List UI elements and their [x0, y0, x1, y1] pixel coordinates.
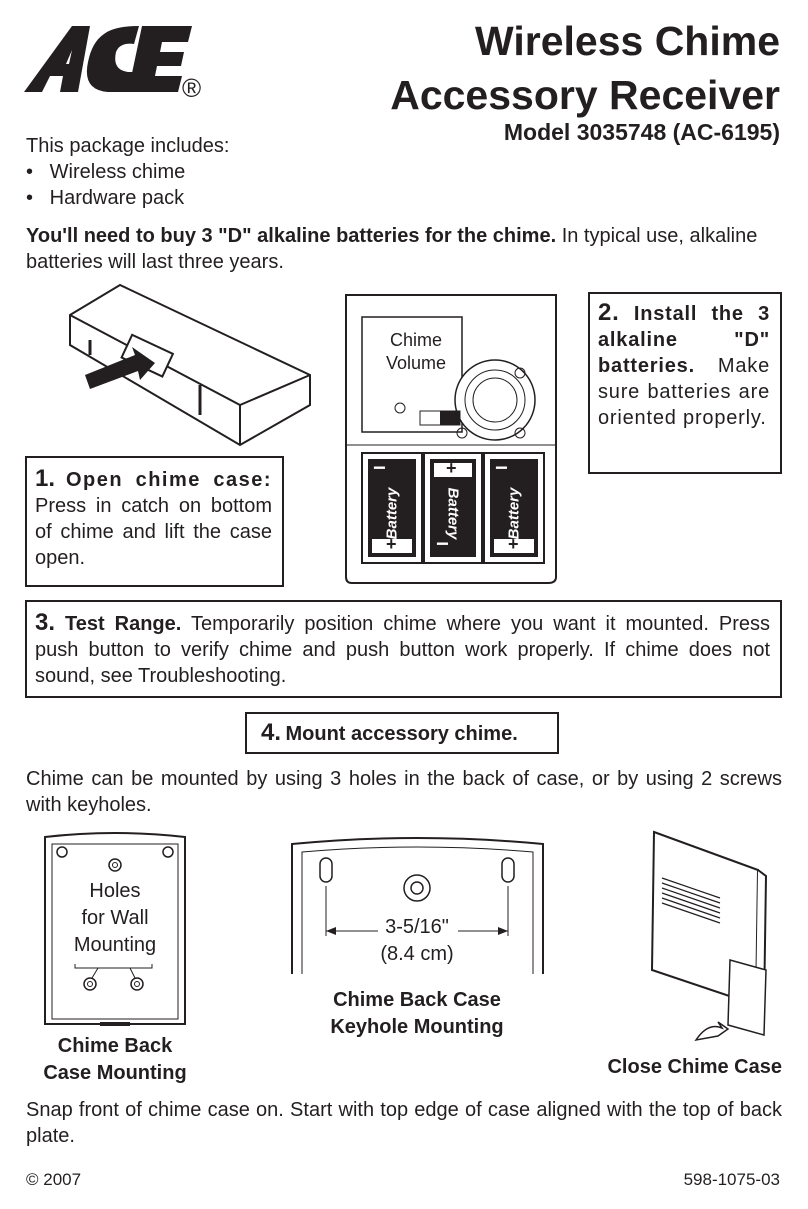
step3-number: 3.: [35, 609, 56, 636]
minus-terminal: −: [495, 455, 508, 480]
holes-label: Holes for Wall Mounting: [73, 880, 157, 956]
chime-volume-label: Chime Volume: [385, 330, 447, 373]
list-item: • Hardware pack: [26, 187, 185, 209]
step1-text: Press in catch on bottom of chime and lift the case open.: [35, 495, 272, 569]
battery-label: Battery: [444, 487, 462, 540]
open-case-illustration: [60, 285, 310, 445]
step1-title: Open chime case:: [65, 469, 272, 491]
part-number: 598-1075-03: [683, 1170, 780, 1189]
step1-box: [25, 456, 284, 587]
step3-box: [25, 600, 782, 698]
copyright: © 2007: [26, 1170, 82, 1189]
chime-interior-figure: [340, 295, 562, 585]
close-case-illustration: [630, 830, 770, 1055]
plus-terminal: +: [508, 534, 519, 554]
step3-title: Test Range.: [65, 613, 182, 635]
minus-terminal: −: [436, 531, 449, 556]
step4-title: Mount accessory chime.: [285, 723, 518, 745]
step2-text: Make sure batteries are oriented properly.: [598, 355, 770, 429]
registered-mark: ®: [182, 73, 202, 103]
includes-label: This package includes:: [26, 135, 230, 157]
minus-terminal: −: [373, 455, 386, 480]
step4-number: 4.: [261, 719, 282, 746]
back-case-figure: [40, 832, 190, 1032]
step3-text: Temporarily position chime where you want it mounted. Press push button to verify chime and push button work properly. If chime does not sound, see Troubleshooting.: [35, 613, 771, 687]
step2-title: Install the 3 alkaline "D" batteries.: [598, 303, 770, 377]
includes-list: [26, 159, 185, 211]
plus-terminal: +: [386, 534, 397, 554]
ace-logo-icon: [24, 24, 194, 94]
keyhole-figure: [290, 836, 545, 976]
plus-terminal: +: [446, 458, 457, 478]
brand-logo: [24, 20, 234, 103]
step4-box: [245, 712, 559, 754]
dimension-label: 3-5/16" (8.4 cm): [380, 916, 454, 965]
page-title-line1: Wireless Chime: [475, 18, 780, 64]
back-case-caption: Chime Back Case Mounting: [43, 1035, 187, 1084]
battery-label: Battery: [505, 487, 523, 540]
keyhole-caption: Chime Back Case Keyhole Mounting: [330, 989, 504, 1038]
battery-note: You'll need to buy 3 "D" alkaline batteries for the chime. In typical use, alkaline batteries will last three years.: [26, 225, 758, 273]
closing-text: Snap front of chime case on. Start with top edge of case aligned with the top of back plate.: [26, 1099, 782, 1147]
page-title-line2: Accessory Receiver: [390, 72, 780, 118]
step2-box: [588, 292, 782, 474]
model-number: Model 3035748 (AC-6195): [503, 119, 780, 145]
battery-label: Battery: [383, 487, 401, 540]
mount-text: Chime can be mounted by using 3 holes in the back of case, or by using 2 screws with keyholes.: [26, 768, 782, 816]
step2-number: 2.: [598, 299, 620, 326]
list-item: • Wireless chime: [26, 161, 186, 183]
close-case-caption: Close Chime Case: [607, 1056, 782, 1078]
step1-number: 1.: [35, 465, 56, 492]
